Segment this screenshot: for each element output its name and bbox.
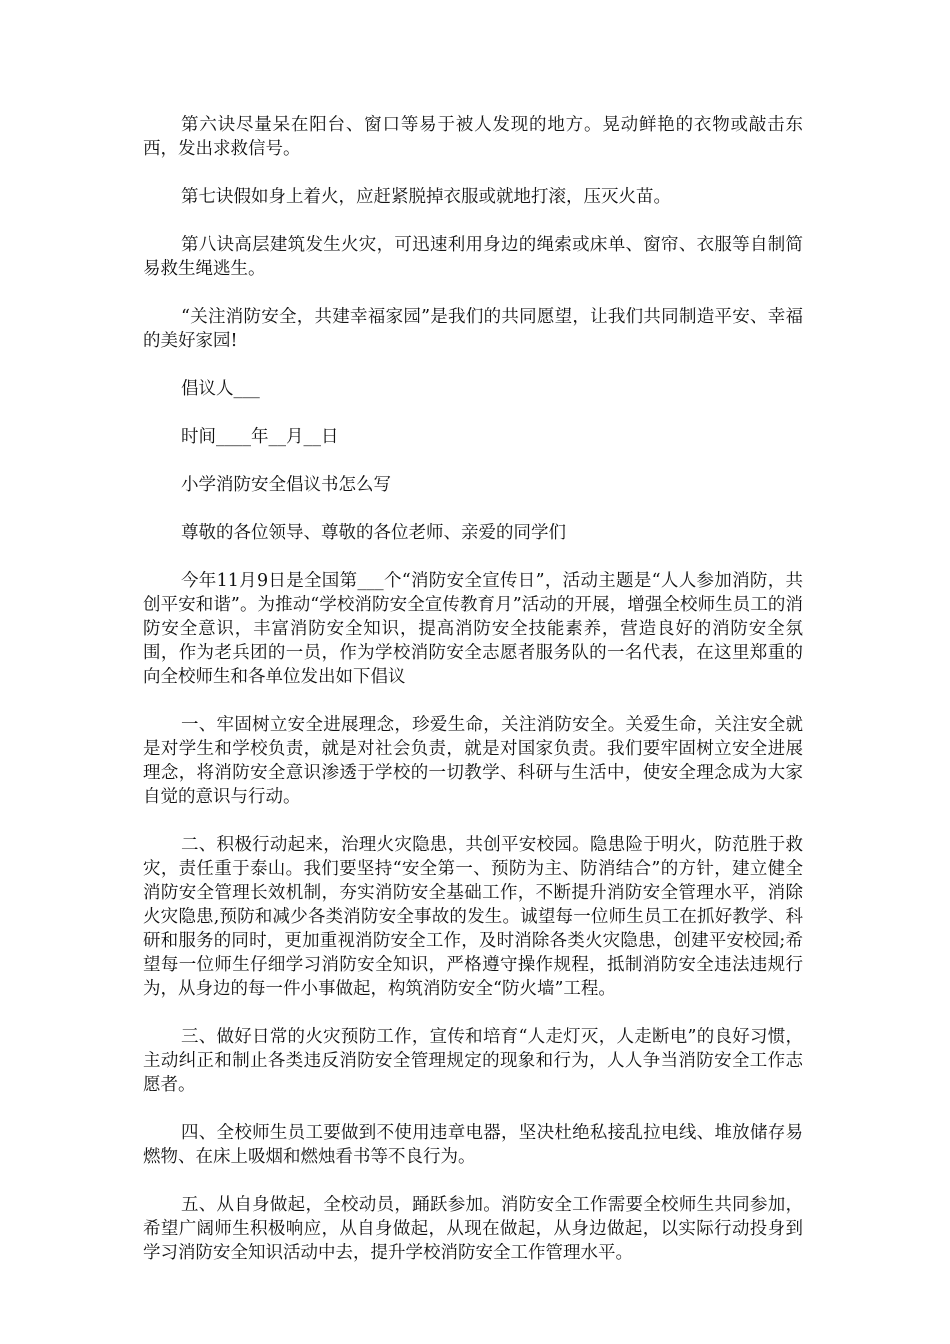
paragraph-item-1: 一、牢固树立安全进展理念，珍爱生命，关注消防安全。关爱生命，关注安全就是对学生和学校负责，就是对社会负责，就是对国家负责。我们要牢固树立安全进展理念，将消防安全意识渗透于学校的一切教学、科研与生活中，使安全理念成为大家自觉的意识与行动。 <box>143 715 803 807</box>
paragraph-tip-8: 第八诀高层建筑发生火灾，可迅速利用身边的绳索或床单、窗帘、衣服等自制简易救生绳逃生。 <box>143 235 803 279</box>
section-heading: 小学消防安全倡议书怎么写 <box>181 475 391 495</box>
paragraph-item-2: 二、积极行动起来，治理火灾隐患，共创平安校园。隐患险于明火，防范胜于救灾，责任重于泰山。我们要坚持“安全第一、预防为主、防消结合”的方针，建立健全消防安全管理长效机制，夯实消防安全基础工作，不断提升消防安全管理水平，消除火灾隐患,预防和减少各类消防安全事故的发生。诚望每一位师生员工在抓好教学、科研和服务的同时，更加重视消防安全工作，及时消除各类火灾隐患，创建平安校园;希望每一位师生仔细学习消防安全知识，严格遵守操作规程，抵制消防安全违法违规行为，从身边的每一件小事做起，构筑消防安全“防火墙”工程。 <box>143 835 803 999</box>
paragraph-item-3: 三、做好日常的火灾预防工作，宣传和培育“人走灯灭，人走断电”的良好习惯，主动纠正和制止各类违反消防安全管理规定的现象和行为，人人争当消防安全工作志愿者。 <box>143 1027 803 1095</box>
paragraph-closing-slogan: “关注消防安全，共建幸福家园”是我们的共同愿望，让我们共同制造平安、幸福的美好家园! <box>143 307 803 351</box>
date-line: 时间____年__月__日 <box>181 427 339 447</box>
paragraph-item-5: 五、从自身做起，全校动员，踊跃参加。消防安全工作需要全校师生共同参加，希望广阔师生积极响应，从自身做起，从现在做起，从身边做起，以实际行动投身到学习消防安全知识活动中去，提升学校消防安全工作管理水平。 <box>143 1195 803 1263</box>
document-body <box>143 113 803 1289</box>
paragraph-tip-7: 第七诀假如身上着火，应赶紧脱掉衣服或就地打滚，压灭火苗。 <box>181 187 671 207</box>
paragraph-item-4: 四、全校师生员工要做到不使用违章电器，坚决杜绝私接乱拉电线、堆放储存易燃物、在床上吸烟和燃烛看书等不良行为。 <box>143 1123 803 1167</box>
salutation: 尊敬的各位领导、尊敬的各位老师、亲爱的同学们 <box>181 523 566 543</box>
initiator-line: 倡议人___ <box>181 379 260 399</box>
paragraph-introduction: 今年11月9日是全国第___个“消防安全宣传日”，活动主题是“人人参加消防，共创平安和谐”。为推动“学校消防安全宣传教育月”活动的开展，增强全校师生员工的消防安全意识，丰富消防安全知识，提高消防安全技能素养，营造良好的消防安全氛围，作为老兵团的一员，作为学校消防安全志愿者服务队的一名代表，在这里郑重的向全校师生和各单位发出如下倡议 <box>143 571 803 687</box>
paragraph-tip-6: 第六诀尽量呆在阳台、窗口等易于被人发现的地方。晃动鲜艳的衣物或敲击东西，发出求救信号。 <box>143 115 803 159</box>
